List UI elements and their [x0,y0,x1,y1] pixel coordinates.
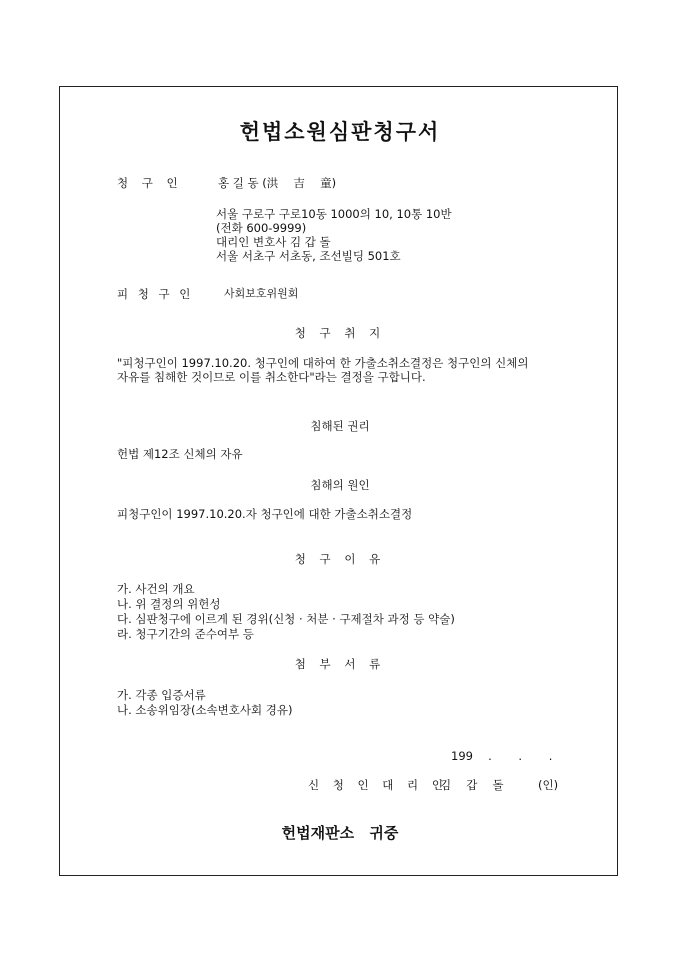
infringed-right-text: 헌법 제12조 신체의 자유 [117,447,243,461]
agent-line: 대리인 변호사 김 갑 돌 [216,235,331,249]
attachment-item: 나. 소송위임장(소속변호사회 경유) [117,703,293,717]
cause-heading: 침해의 원인 [310,478,370,492]
infringed-right-heading: 침해된 권리 [310,419,370,433]
petitioner-name: 홍 길 동 (洪 吉 童) [218,176,337,190]
addressee: 헌법재판소 귀중 [281,824,399,842]
purpose-heading: 청 구 취 지 [294,326,386,340]
signature-name: 김 갑 돌 [440,778,504,792]
reasons-item: 라. 청구기간의 준수여부 등 [117,627,254,641]
date-line: 199 . . . [451,749,553,763]
petitioner-phone: (전화 600-9999) [216,221,307,235]
reasons-heading: 청 구 이 유 [294,552,386,566]
reasons-item: 가. 사건의 개요 [117,582,195,596]
purpose-line-2: 자유를 침해한 것이므로 이를 취소한다"라는 결정을 구합니다. [117,370,426,384]
signature-label: 신 청 인 대 리 인 [308,778,448,792]
agent-address: 서울 서초구 서초동, 조선빌딩 501호 [216,249,401,263]
attachment-item: 가. 각종 입증서류 [117,688,206,702]
petitioner-label: 청 구 인 [117,176,183,190]
respondent-name: 사회보호위원회 [224,287,299,300]
reasons-item: 다. 심판청구에 이르게 된 경위(신청 · 처분 · 구제절차 과정 등 약술) [117,612,455,626]
petitioner-address: 서울 구로구 구로10동 1000의 10, 10통 10반 [216,207,452,221]
reasons-item: 나. 위 결정의 위헌성 [117,597,221,611]
respondent-label: 피 청 구 인 [117,287,194,301]
purpose-line-1: "피청구인이 1997.10.20. 청구인에 대하여 한 가출소취소결정은 청구인의 신체의 [117,356,529,370]
document-title: 헌법소원심판청구서 [239,119,441,144]
seal-mark: (인) [538,778,559,792]
attachments-heading: 첨 부 서 류 [294,657,386,671]
cause-text: 피청구인이 1997.10.20.자 청구인에 대한 가출소취소결정 [117,507,413,521]
